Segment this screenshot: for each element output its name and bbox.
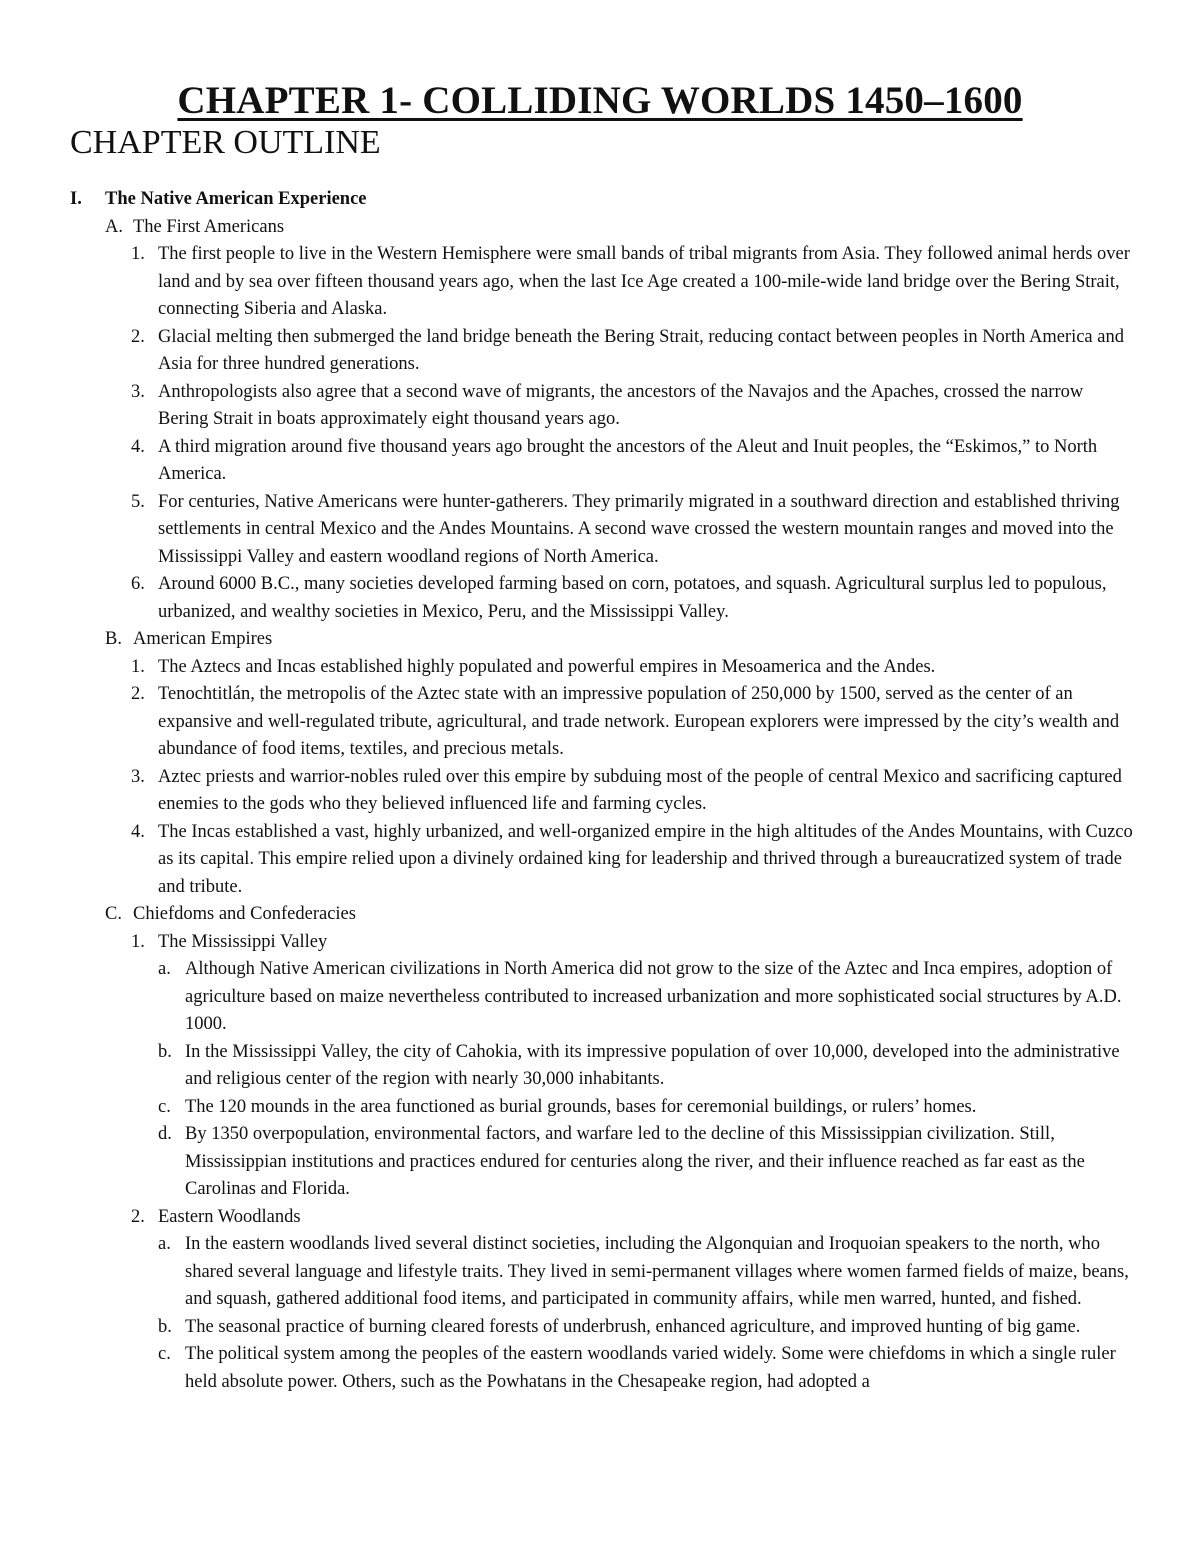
- list-item-heading: [0, 929, 1200, 957]
- list-item: [0, 434, 1200, 489]
- subsection-marker: A.: [105, 216, 123, 237]
- point-text: In the Mississippi Valley, the city of Cahokia, with its impressive population of over 10,000, developed into the administrative and religious center of the region with nearly 30,000 inhabitants.: [185, 1041, 1120, 1089]
- section-marker: I.: [70, 189, 82, 209]
- point-marker: d.: [158, 1124, 172, 1144]
- list-item: [0, 571, 1200, 626]
- outline-body: [0, 186, 1200, 1396]
- item-text: Aztec priests and warrior-nobles ruled over this empire by subduing most of the people of central Mexico and sacrificing captured enemies to the gods who they believed influenced life and farming cycles.: [158, 766, 1122, 814]
- list-item-heading: [0, 1204, 1200, 1232]
- subsection-marker: C.: [105, 904, 122, 924]
- subsection-heading: [0, 901, 1200, 929]
- item-marker: 1.: [131, 244, 145, 264]
- item-marker: 4.: [131, 821, 145, 842]
- list-item: [0, 489, 1200, 572]
- item-heading: The Mississippi Valley: [158, 931, 328, 952]
- item-marker: 4.: [131, 436, 145, 457]
- item-heading: Eastern Woodlands: [158, 1206, 301, 1227]
- point-marker: b.: [158, 1316, 172, 1337]
- point-text: By 1350 overpopulation, environmental factors, and warfare led to the decline of this Mississippian civilization. Still, Mississippian institutions and practices endured for centuries along the river, and their influence reached as far east as the Carolinas and Florida.: [185, 1124, 1085, 1199]
- list-item: [0, 681, 1200, 764]
- item-marker: 3.: [131, 381, 145, 402]
- item-text: Glacial melting then submerged the land bridge beneath the Bering Strait, reducing contact between peoples in North America and Asia for three hundred generations.: [158, 326, 1124, 374]
- section-heading: [0, 186, 1200, 214]
- list-item: [0, 379, 1200, 434]
- list-item: [0, 324, 1200, 379]
- sub-point: [0, 1094, 1200, 1122]
- point-marker: c.: [158, 1096, 171, 1117]
- sub-point: [0, 1231, 1200, 1314]
- item-text: The first people to live in the Western Hemisphere were small bands of tribal migrants from Asia. They followed animal herds over land and by sea over fifteen thousand years ago, when the last Ice Age created a 100-mile-wide land bridge over the Bering Strait, connecting Siberia and Alaska.: [158, 244, 1130, 319]
- list-item: [0, 241, 1200, 324]
- item-marker: 5.: [131, 491, 145, 512]
- point-text: The political system among the peoples of the eastern woodlands varied widely. Some were chiefdoms in which a single ruler held absolute power. Others, such as the Powhatans in the Chesapeake region, had adopted a: [185, 1344, 1116, 1392]
- point-text: Although Native American civilizations in North America did not grow to the size of the Aztec and Inca empires, adoption of agriculture based on maize nevertheless contributed to increased urbanization and more sophisticated social structures by A.D. 1000.: [185, 959, 1122, 1034]
- item-text: Around 6000 B.C., many societies developed farming based on corn, potatoes, and squash. Agricultural surplus led to populous, urbanized, and wealthy societies in Mexico, Peru, and the Mississippi Valley.: [158, 574, 1107, 622]
- list-item: [0, 654, 1200, 682]
- list-item: [0, 819, 1200, 902]
- point-marker: a.: [158, 1234, 171, 1254]
- item-text: For centuries, Native Americans were hunter-gatherers. They primarily migrated in a southward direction and established thriving settlements in central Mexico and the Andes Mountains. A second wave crossed the western mountain ranges and moved into the Mississippi Valley and eastern woodland regions of North America.: [158, 491, 1120, 567]
- chapter-outline-heading: CHAPTER OUTLINE: [70, 124, 381, 161]
- item-marker: 2.: [131, 684, 145, 704]
- subsection-title: Chiefdoms and Confederacies: [133, 904, 356, 924]
- item-text: Anthropologists also agree that a second wave of migrants, the ancestors of the Navajos and the Apaches, crossed the narrow Bering Strait in boats approximately eight thousand years ago.: [158, 381, 1084, 429]
- item-marker: 1.: [131, 931, 145, 952]
- chapter-title: CHAPTER 1- COLLIDING WORLDS 1450–1600: [177, 79, 1023, 122]
- subsection-title: American Empires: [133, 629, 273, 649]
- point-marker: a.: [158, 959, 171, 979]
- subsection-heading: [0, 214, 1200, 242]
- item-text: Tenochtitlán, the metropolis of the Aztec state with an impressive population of 250,000 by 1500, served as the center of an expansive and well-regulated tribute, agricultural, and trade network. European explorers were impressed by the city’s wealth and abundance of food items, textiles, and precious metals.: [158, 684, 1120, 759]
- section-title: The Native American Experience: [105, 189, 367, 209]
- item-marker: 3.: [131, 766, 145, 787]
- sub-point: [0, 1039, 1200, 1094]
- point-text: The seasonal practice of burning cleared forests of underbrush, enhanced agriculture, and improved hunting of big game.: [185, 1316, 1081, 1337]
- subsection-heading: [0, 626, 1200, 654]
- subsection-title: The First Americans: [133, 216, 285, 237]
- point-marker: b.: [158, 1041, 172, 1062]
- item-marker: 1.: [131, 656, 145, 677]
- sub-point: [0, 1314, 1200, 1342]
- item-marker: 2.: [131, 326, 145, 347]
- point-text: In the eastern woodlands lived several distinct societies, including the Algonquian and Iroquoian speakers to the north, who shared several language and lifestyle traits. They lived in semi-permanent villages where women farmed fields of maize, beans, and squash, gathered additional food items, and participated in community affairs, while men warred, hunted, and fished.: [185, 1234, 1129, 1309]
- list-item: [0, 764, 1200, 819]
- sub-point: [0, 1341, 1200, 1396]
- item-marker: 6.: [131, 574, 145, 594]
- item-text: A third migration around five thousand years ago brought the ancestors of the Aleut and Inuit peoples, the “Eskimos,” to North America.: [158, 436, 1098, 484]
- item-text: The Incas established a vast, highly urbanized, and well-organized empire in the high altitudes of the Andes Mountains, with Cuzco as its capital. This empire relied upon a divinely ordained king for leadership and thrived through a bureaucratized system of trade and tribute.: [158, 821, 1133, 897]
- point-marker: c.: [158, 1344, 171, 1364]
- item-text: The Aztecs and Incas established highly populated and powerful empires in Mesoamerica and the Andes.: [158, 656, 936, 677]
- sub-point: [0, 1121, 1200, 1204]
- sub-point: [0, 956, 1200, 1039]
- item-marker: 2.: [131, 1206, 145, 1227]
- point-text: The 120 mounds in the area functioned as burial grounds, bases for ceremonial buildings, or rulers’ homes.: [185, 1096, 977, 1117]
- subsection-marker: B.: [105, 629, 122, 649]
